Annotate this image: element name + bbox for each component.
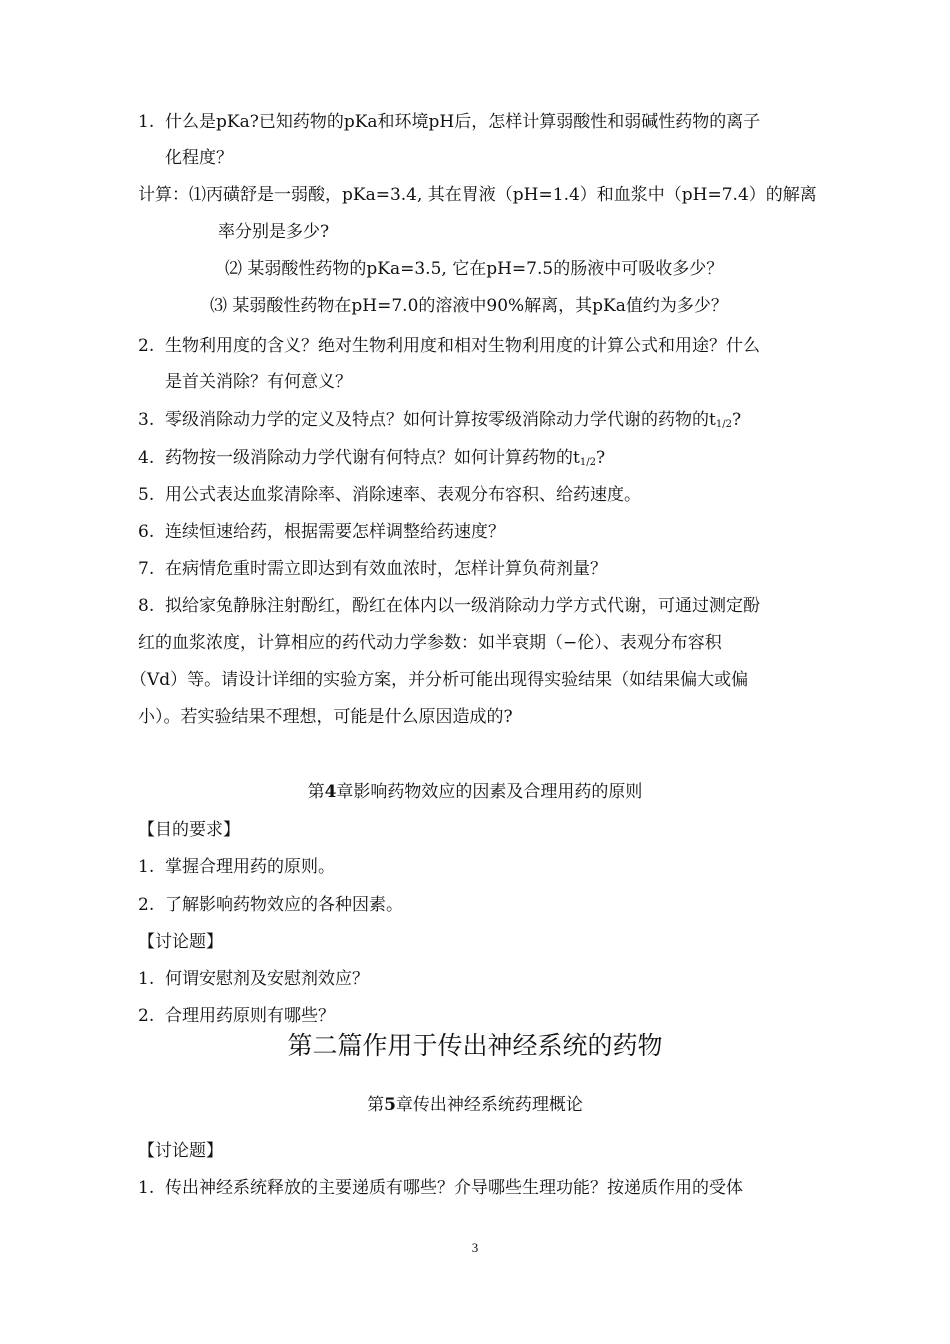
question-number: 5. <box>138 485 155 505</box>
subscript: 1/2 <box>715 419 732 430</box>
part-2-title: 第二篇作用于传出神经系统的药物 <box>287 1031 663 1060</box>
question-4 <box>138 446 605 475</box>
question-text: 拟给家兔静脉注射酚红，酚红在体内以一级消除动力学方式代谢，可通过测定酚 <box>165 596 760 616</box>
question-text: 什么是pKa?已知药物的pKa和环境pH后，怎样计算弱酸性和弱碱性药物的离子 <box>165 112 761 132</box>
title-prefix: 第 <box>367 1095 385 1115</box>
question-number: 2. <box>138 336 155 356</box>
title-text: 章影响药物效应的因素及合理用药的原则 <box>336 782 643 802</box>
item-number: 2. <box>138 1006 155 1026</box>
question-text: 在病情危重时需立即达到有效血浓时，怎样计算负荷剂量？ <box>165 559 607 579</box>
question-8-line4: 小）。若实验结果不理想，可能是什么原因造成的? <box>138 707 513 727</box>
discussion-item-1 <box>138 967 369 991</box>
calc-item-1-line1 <box>138 183 817 207</box>
item-number: 1. <box>138 969 155 989</box>
item-text: 合理用药原则有哪些？ <box>165 1006 335 1026</box>
goal-item-2 <box>138 893 403 917</box>
discussion-header: 【讨论题】 <box>138 932 223 952</box>
question-2-line2: 是首关消除？有何意义？ <box>165 372 352 392</box>
question-text: 用公式表达血浆清除率、消除速率、表观分布容积、给药速度。 <box>165 485 641 505</box>
question-8-line2: 红的血浆浓度，计算相应的药代动力学参数：如半衰期（−伦）、表观分布容积 <box>138 633 722 653</box>
question-8-line3: （Vd）等。请设计详细的实验方案，并分析可能出现得实验结果（如结果偏大或偏 <box>130 670 749 690</box>
discussion-header: 【讨论题】 <box>138 1141 223 1161</box>
question-2-line1 <box>138 334 760 358</box>
discussion-item-2 <box>138 1004 335 1028</box>
question-tail: ? <box>595 448 606 468</box>
item-number: 2. <box>138 895 155 915</box>
discussion-item-1 <box>138 1176 743 1200</box>
question-8-line1 <box>138 594 760 618</box>
chapter-number: 5 <box>384 1095 396 1115</box>
item-text: 何谓安慰剂及安慰剂效应？ <box>165 969 369 989</box>
question-tail: ? <box>731 410 742 430</box>
title-prefix: 第 <box>307 782 325 802</box>
chapter-4-title <box>0 780 950 804</box>
question-1-line2: 化程度？ <box>165 148 233 168</box>
question-1-line1 <box>138 110 760 134</box>
chapter-5-title <box>0 1093 950 1117</box>
calc-item-2: ⑵ 某弱酸性药物的pKa=3.5, 它在pH=7.5的肠液中可吸收多少？ <box>225 259 724 279</box>
question-text: 药物按一级消除动力学代谢有何特点？如何计算药物的t <box>165 448 580 468</box>
goal-item-1 <box>138 855 335 879</box>
question-6 <box>138 520 505 544</box>
question-number: 7. <box>138 559 155 579</box>
calc-item-1-line2: 率分别是多少? <box>218 222 330 242</box>
item-number: 1. <box>138 857 155 877</box>
question-text: 生物利用度的含义？绝对生物利用度和相对生物利用度的计算公式和用途？什么 <box>165 336 760 356</box>
question-number: 3. <box>138 410 155 430</box>
question-7 <box>138 557 607 581</box>
goals-header: 【目的要求】 <box>138 820 240 840</box>
title-text: 章传出神经系统药理概论 <box>395 1095 583 1115</box>
calc-text: ⑴丙磺舒是一弱酸，pKa=3.4, 其在胃液（pH=1.4）和血浆中（pH=7.4）的解离 <box>189 185 817 205</box>
calc-label: 计算： <box>138 185 189 205</box>
item-text: 传出神经系统释放的主要递质有哪些？介导哪些生理功能？按递质作用的受体 <box>165 1178 743 1198</box>
item-text: 掌握合理用药的原则。 <box>165 857 335 877</box>
item-number: 1. <box>138 1178 155 1198</box>
question-text: 连续恒速给药，根据需要怎样调整给药速度？ <box>165 522 505 542</box>
question-number: 4. <box>138 448 155 468</box>
item-text: 了解影响药物效应的各种因素。 <box>165 895 403 915</box>
subscript: 1/2 <box>579 457 596 468</box>
chapter-number: 4 <box>324 782 337 802</box>
page-number: 3 <box>471 1240 479 1255</box>
question-number: 1. <box>138 112 155 132</box>
question-number: 8. <box>138 596 155 616</box>
question-5 <box>138 483 641 507</box>
calc-item-3: ⑶ 某弱酸性药物在pH=7.0的溶液中90%解离，其pKa值约为多少？ <box>210 296 728 316</box>
question-text: 零级消除动力学的定义及特点？如何计算按零级消除动力学代谢的药物的t <box>165 410 716 430</box>
question-3 <box>138 408 741 437</box>
question-number: 6. <box>138 522 155 542</box>
